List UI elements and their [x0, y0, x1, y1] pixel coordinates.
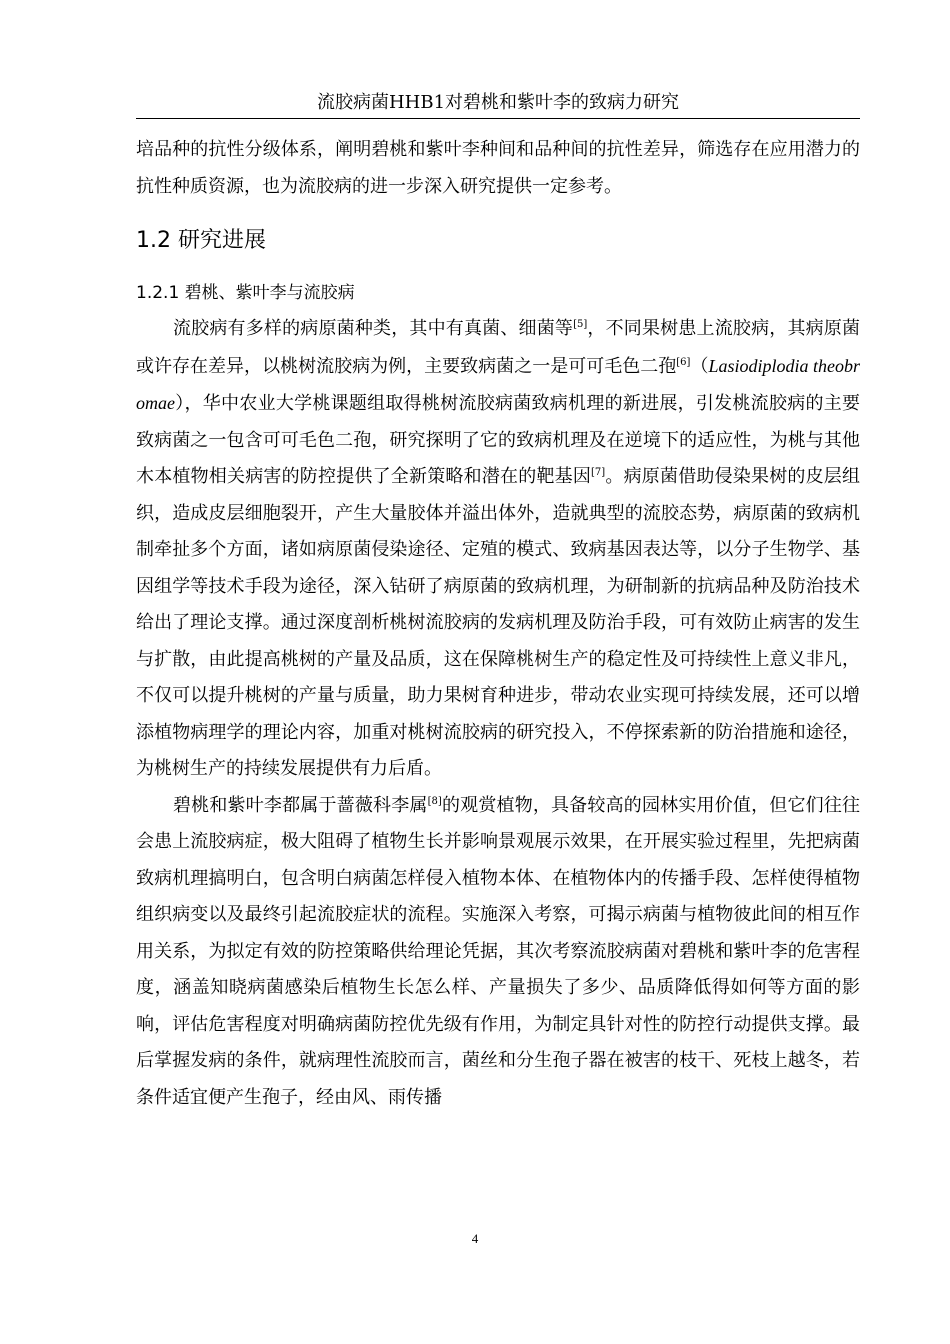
- citation-ref: [8]: [427, 795, 442, 807]
- header-rule: [136, 118, 860, 119]
- citation-ref: [6]: [676, 356, 691, 368]
- text-run: 流胶病有多样的病原菌种类，其中有真菌、细菌等: [173, 318, 574, 339]
- text-run: 碧桃和紫叶李都属于蔷薇科李属: [173, 794, 428, 816]
- subsection-heading: 1.2.1 碧桃、紫叶李与流胶病: [136, 283, 355, 303]
- text-run: ，不同果树患上流胶病，其病原菌或许存在差异，以桃树流胶病为例，主要致病菌之一是可可毛色二孢: [136, 318, 861, 377]
- text-run: 的观赏植物，具备较高的园林实用价值，但它们往往会患上流胶病症，极大阻碍了植物生长并影响景观展示效果，在开展实验过程里，先把病菌致病机理搞明白，包含明白病菌怎样侵入植物本体、在植物体内的传播手段、怎样使得植物组织病变以及最终引起流胶症状的流程。实施深入考察，可揭示病菌与植物彼此间的相互作用关系，为拟定有效的防控策略供给理论凭据，其次考察流胶病菌对碧桃和紫叶李的危害程度，涵盖知晓病菌感染后植物生长怎么样、产量损失了多少、品质降低得如何等方面的影响，评估危害程度对明确病菌防控优先级有作用，为制定具针对性的防控行动提供支撑。最后掌握发病的条件，就病理性流胶而言，菌丝和分生孢子器在被害的枝干、死枝上越冬，若条件适宜便产生孢子，经由风、雨传播: [136, 794, 861, 1108]
- page-body: [136, 132, 860, 1116]
- text-run: 。病原菌借助侵染果树的皮层组织，造成皮层细胞裂开，产生大量胶体并溢出体外，造就典型的流胶态势，病原菌的致病机制牵扯多个方面，诸如病原菌侵染途径、定殖的模式、致病基因表达等，以分子生物学、基因组学等技术手段为途径，深入钻研了病原菌的致病机理，为研制新的抗病品种及防治技术给出了理论支撑。通过深度剖析桃树流胶病的发病机理及防治手段，可有效防止病害的发生与扩散，由此提高桃树的产量及品质，这在保障桃树生产的稳定性及可持续性上意义非凡，不仅可以提升桃树的产量与质量，助力果树育种进步，带动农业实现可持续发展，还可以增添植物病理学的理论内容，加重对桃树流胶病的研究投入，不停探索新的防治措施和途径，为桃树生产的持续发展提供有力后盾。: [136, 466, 860, 779]
- paragraph-host-plants: [136, 788, 860, 1117]
- citation-ref: [5]: [573, 319, 588, 330]
- section-heading: 1.2 研究进展: [136, 228, 266, 253]
- running-header-title: 流胶病菌HHB1对碧桃和紫叶李的致病力研究: [316, 92, 680, 113]
- page-number: 4: [471, 1231, 479, 1246]
- paragraph-gummosis-pathogens: [136, 311, 860, 788]
- paragraph-continued: 培品种的抗性分级体系，阐明碧桃和紫叶李种间和品种间的抗性差异，筛选存在应用潜力的抗性种质资源，也为流胶病的进一步深入研究提供一定参考。: [136, 139, 860, 197]
- text-run: ），华中农业大学桃课题组取得桃树流胶病菌致病机理的新进展，引发桃流胶病的主要致病菌之一包含可可毛色二孢，研究探明了它的致病机理及在逆境下的适应性，为桃与其他木本植物相关病害的防控提供了全新策略和潜在的靶基因: [136, 393, 860, 487]
- scientific-name: Lasiodiplodia theobromae: [136, 355, 861, 413]
- text-run: （: [690, 355, 709, 377]
- citation-ref: [7]: [591, 467, 606, 478]
